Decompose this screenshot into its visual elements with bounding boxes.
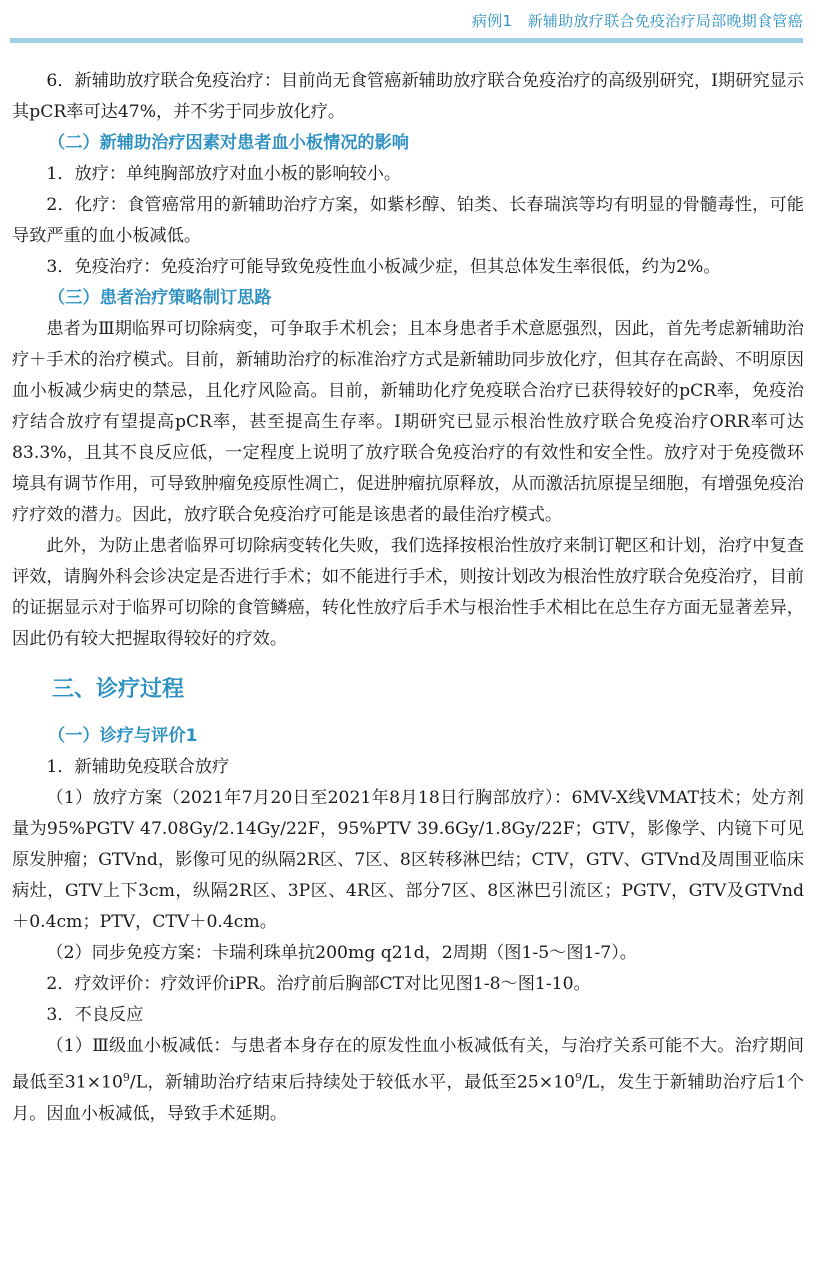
paragraph-neoadjuvant-immuno: 6．新辅助放疗联合免疫治疗：目前尚无食管癌新辅助放疗联合免疫治疗的高级别研究，Ⅰ期研究显示其pCR率可达47%，并不劣于同步放化疗。	[12, 71, 804, 122]
paragraph-strategy-1: 患者为Ⅲ期临界可切除病变，可争取手术机会；且本身患者手术意愿强烈，因此，首先考虑新辅助治疗＋手术的治疗模式。目前，新辅助治疗的标准治疗方式是新辅助同步放化疗，但其存在高龄、不明原因血小板减少病史的禁忌，且化疗风险高。目前，新辅助化疗免疫联合治疗已获得较好的pCR率，免疫治疗结合放疗有望提高pCR率，甚至提高生存率。Ⅰ期研究已显示根治性放疗联合免疫治疗ORR率可达83.3%，且其不良反应低，一定程度上说明了放疗联合免疫治疗的有效性和安全性。放疗对于免疫微环境具有调节作用，可导致肿瘤免疫原性凋亡，促进肿瘤抗原释放，从而激活抗原提呈细胞，有增强免疫治疗疗效的潜力。因此，放疗联合免疫治疗可能是该患者的最佳治疗模式。	[12, 319, 804, 525]
paragraph-adverse-reactions: 3．不良反应	[46, 1005, 144, 1025]
paragraph-immuno-plan: （2）同步免疫方案：卡瑞利珠单抗200mg q21d，2周期（图1-5～图1-7）。	[46, 943, 637, 963]
superscript-exponent: 9	[574, 1071, 582, 1084]
header-divider	[10, 38, 803, 43]
paragraph-efficacy: 2．疗效评价：疗效评价iPR。治疗前后胸部CT对比见图1-8～图1-10。	[46, 974, 591, 994]
paragraph-immunotherapy: 3．免疫治疗：免疫治疗可能导致免疫性血小板减少症，但其总体发生率很低，约为2%。	[46, 257, 721, 277]
running-header	[0, 0, 813, 44]
page-body	[12, 66, 804, 1130]
subheading-treatment-strategy: （三）患者治疗策略制订思路	[48, 288, 272, 308]
section-heading-treatment-process: 三、诊疗过程	[52, 677, 185, 702]
subheading-treatment-evaluation-1: （一）诊疗与评价1	[48, 726, 198, 746]
paragraph-strategy-2: 此外，为防止患者临界可切除病变转化失败，我们选择按根治性放疗来制订靶区和计划，治疗中复查评效，请胸外科会诊决定是否进行手术；如不能进行手术，则按计划改为根治性放疗联合免疫治疗，目前的证据显示对于临界可切除的食管鳞癌，转化性放疗后手术与根治性手术相比在总生存方面无显著差异，因此仍有较大把握取得较好的疗效。	[12, 536, 804, 649]
subheading-platelet-factors: （二）新辅助治疗因素对患者血小板情况的影响	[48, 133, 409, 153]
header-title: 病例1 新辅助放疗联合免疫治疗局部晚期食管癌	[471, 12, 803, 30]
paragraph-radiotherapy-plan: （1）放疗方案（2021年7月20日至2021年8月18日行胸部放疗）：6MV-X线VMAT技术；处方剂量为95%PGTV 47.08Gy/2.14Gy/22F，95%PTV 39.6Gy/1.8Gy/22F；GTV，影像学、内镜下可见原发肿瘤；GTVnd，影像可见的纵隔2R区、7区、8区转移淋巴结；CTV，GTV、GTVnd及周围亚临床病灶，GTV上下3cm，纵隔2R区、3P区、4R区、部分7区、8区淋巴引流区；PGTV，GTV及GTVnd＋0.4cm；PTV，CTV＋0.4cm。	[12, 788, 804, 932]
paragraph-item-1: 1．新辅助免疫联合放疗	[46, 757, 230, 777]
paragraph-thrombocytopenia	[12, 1031, 804, 1130]
paragraph-chemotherapy: 2．化疗：食管癌常用的新辅助治疗方案，如紫杉醇、铂类、长春瑞滨等均有明显的骨髓毒性，可能导致严重的血小板减低。	[12, 195, 804, 246]
thrombo-text-1: （1）Ⅲ级血小板减低：与患者本身存在的原发性血小板减低有关，与治疗关系可能不大。治疗期间最低至31×10	[12, 1036, 804, 1093]
thrombo-text-3: /L，发生于新辅助治疗后1个月。因血小板减低，导致手术延期。	[12, 1072, 804, 1124]
thrombo-text-2: /L，新辅助治疗结束后持续处于较低水平，最低至25×10	[129, 1072, 575, 1093]
superscript-exponent: 9	[122, 1071, 130, 1084]
paragraph-radiotherapy: 1．放疗：单纯胸部放疗对血小板的影响较小。	[46, 164, 402, 184]
